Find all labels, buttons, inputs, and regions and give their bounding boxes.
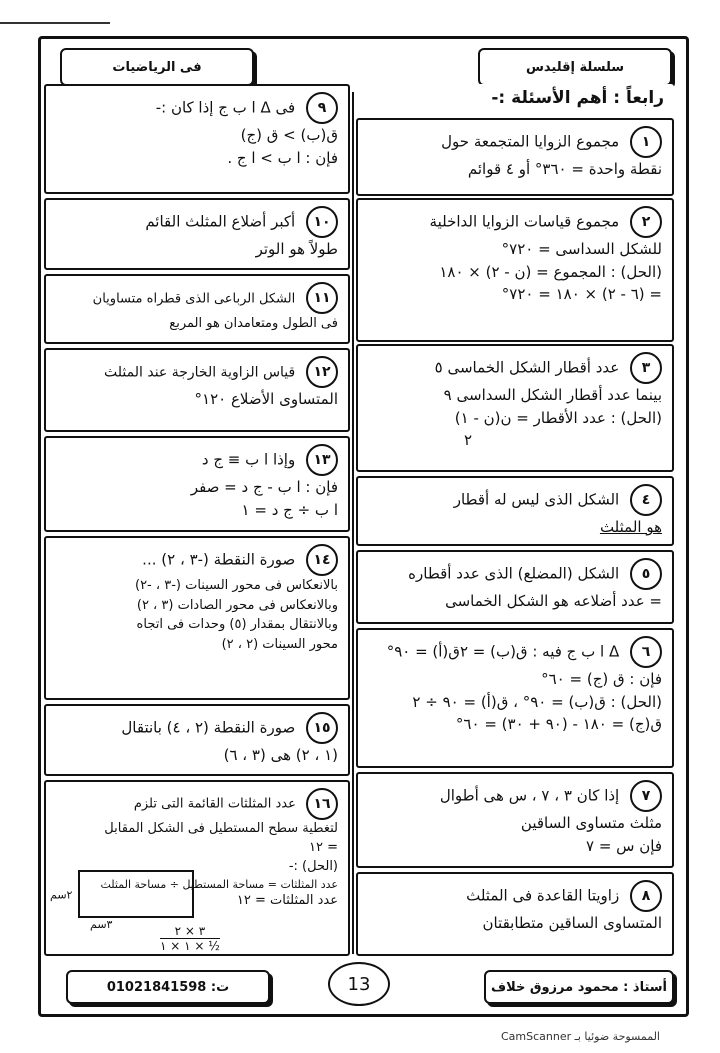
question-text: إذا كان ٣ ، ٧ ، س هى أطوال bbox=[439, 786, 620, 805]
question-answer: فإن : ق (ج) = ٦٠° bbox=[541, 670, 662, 688]
solution-line: (الحل) : ق(ب) = ٩٠° ، ق(أ) = ٩٠ ÷ ٢ bbox=[412, 692, 662, 711]
series-title: سلسلة إقليدس bbox=[478, 48, 672, 86]
question-text: وبالانتقال بمقدار (٥) وحدات فى اتجاه bbox=[136, 617, 338, 632]
rectangle-figure bbox=[50, 870, 194, 931]
question-answer: محور السينات (٢ ، ٢) bbox=[221, 636, 338, 652]
question-answer: (١ ، ٢) هى (٣ ، ٦) bbox=[223, 746, 338, 764]
question-text: فى Δ ا ب ج إذا كان :- bbox=[155, 98, 296, 117]
question-text: وإذا ا ب ≡ ج د bbox=[201, 450, 296, 469]
question-answer: ا ب ÷ ج د = ١ bbox=[241, 500, 338, 519]
fraction-denominator: ١ × ١ × ½ bbox=[160, 939, 220, 953]
solution-line: عدد المثلثات = ١٢ bbox=[236, 893, 338, 909]
question-answer: فى الطول ومتعامدان هو المربع bbox=[169, 316, 338, 331]
question-number: ١٦ bbox=[306, 788, 338, 820]
question-number: ١١ bbox=[306, 282, 338, 314]
solution-heading: (الحل) :- bbox=[288, 858, 338, 874]
question-answer: بينما عدد أقطار الشكل السداسى ٩ bbox=[443, 386, 662, 404]
bottom-length-label: ٣سم bbox=[90, 918, 113, 931]
question-number: ٨ bbox=[630, 880, 662, 912]
question-answer: فإن : ا ب > ا ج . bbox=[227, 148, 338, 167]
question-10 bbox=[44, 198, 350, 270]
question-text: الشكل الذى ليس له أقطار bbox=[453, 490, 620, 509]
question-text: أكبر أضلاع المثلث القائم bbox=[145, 212, 296, 231]
rectangle-shape bbox=[78, 870, 194, 918]
question-13 bbox=[44, 436, 350, 532]
question-14 bbox=[44, 536, 350, 700]
question-3 bbox=[356, 344, 674, 472]
question-text: قياس الزاوية الخارجة عند المثلث bbox=[104, 364, 296, 381]
solution-line: (الحل) : المجموع = (ن - ٢) × ١٨٠ bbox=[439, 262, 662, 281]
question-text: صورة النقطة (-٣ ، ٢) ... bbox=[142, 550, 296, 569]
question-answer: فإن س = ٧ bbox=[585, 836, 662, 855]
question-5 bbox=[356, 550, 674, 624]
question-answer: المتساوى الأضلاع ١٢٠° bbox=[194, 390, 338, 408]
question-answer: = ١٢ bbox=[309, 839, 338, 855]
question-number: ١٤ bbox=[306, 544, 338, 576]
question-number: ٢ bbox=[630, 206, 662, 238]
question-2 bbox=[356, 198, 674, 342]
question-text: لتغطية سطح المستطيل فى الشكل المقابل bbox=[104, 821, 338, 836]
subject-title: فى الرياضيات bbox=[60, 48, 254, 86]
question-answer: هو المثلث bbox=[599, 518, 662, 536]
question-answer: نقطة واحدة = ٣٦٠° أو ٤ قوائم bbox=[467, 160, 662, 178]
question-text: عدد المثلثات القائمة التى تلزم bbox=[133, 796, 296, 812]
question-11 bbox=[44, 274, 350, 344]
question-9 bbox=[44, 84, 350, 194]
question-number: ١٥ bbox=[306, 712, 338, 744]
solution-line: عدد المثلثات = مساحة المستطيل ÷ مساحة المثلث bbox=[100, 877, 338, 891]
question-answer: وبالانعكاس فى محور الصادات (٣ ، ٢) bbox=[136, 597, 338, 613]
question-1 bbox=[356, 118, 674, 196]
question-number: ٣ bbox=[630, 352, 662, 384]
question-number: ٤ bbox=[630, 484, 662, 516]
question-15 bbox=[44, 704, 350, 776]
solution-line: = (٦ - ٢) × ١٨٠ = ٧٢٠° bbox=[501, 285, 662, 303]
area-fraction bbox=[160, 924, 220, 953]
question-text: عدد أقطار الشكل الخماسى ٥ bbox=[434, 358, 620, 377]
question-number: ٩ bbox=[306, 92, 338, 124]
question-number: ٥ bbox=[630, 558, 662, 590]
question-number: ١٢ bbox=[306, 356, 338, 388]
question-text: صورة النقطة (٢ ، ٤) بانتقال bbox=[121, 718, 296, 737]
question-answer: فإن : ا ب - ج د = صفر bbox=[190, 478, 338, 496]
question-12 bbox=[44, 348, 350, 432]
question-answer: بالانعكاس فى محور السينات (-٣ ، -٢) bbox=[134, 578, 338, 593]
page-number: 13 bbox=[328, 962, 390, 1006]
question-answer: المتساوى الساقين متطابقتان bbox=[482, 914, 662, 932]
side-length-label: ٢سم bbox=[50, 888, 73, 902]
question-number: ١٠ bbox=[306, 206, 338, 238]
question-answer: للشكل السداسى = ٧٢٠° bbox=[501, 240, 662, 258]
phone-number: ت: 01021841598 bbox=[66, 970, 270, 1004]
question-number: ١ bbox=[630, 126, 662, 158]
question-number: ٧ bbox=[630, 780, 662, 812]
question-text: زاويتا القاعدة فى المثلث bbox=[466, 886, 620, 905]
teacher-name: أستاذ : محمود مرزوق خلاف bbox=[484, 970, 674, 1004]
question-text: مجموع الزوايا المتجمعة حول bbox=[441, 132, 620, 151]
scanner-watermark: الممسوحة ضوئيا بـ CamScanner bbox=[500, 1030, 660, 1043]
question-7 bbox=[356, 772, 674, 868]
question-number: ٦ bbox=[630, 636, 662, 668]
question-8 bbox=[356, 872, 674, 956]
question-text: Δ ا ب ج فيه : ق(ب) = ٢ق(أ) = ٩٠° bbox=[386, 642, 620, 661]
question-text: مجموع قياسات الزوايا الداخلية bbox=[429, 212, 620, 231]
section-title: رابعاً : أهم الأسئلة :- bbox=[356, 84, 674, 114]
fraction-numerator: ٣ × ٢ bbox=[160, 924, 220, 939]
question-text: مثلث متساوى الساقين bbox=[520, 814, 662, 832]
question-4 bbox=[356, 476, 674, 546]
question-number: ١٣ bbox=[306, 444, 338, 476]
solution-line: ٢ bbox=[463, 431, 472, 449]
solution-line: (الحل) : عدد الأقطار = ن(ن - ١) bbox=[454, 408, 662, 427]
top-rule bbox=[0, 22, 110, 24]
solution-line: ق(ج) = ١٨٠ - (٩٠ + ٣٠) = ٦٠° bbox=[455, 715, 662, 733]
question-answer: = عدد أضلاعه هو الشكل الخماسى bbox=[445, 592, 662, 610]
question-text: ق(ب) > ق (ج) bbox=[240, 126, 338, 144]
question-6 bbox=[356, 628, 674, 768]
question-text: الشكل (المضلع) الذى عدد أقطاره bbox=[408, 564, 620, 583]
column-divider bbox=[352, 92, 354, 954]
question-answer: طولاً هو الوتر bbox=[255, 240, 338, 258]
question-text: الشكل الرباعى الذى قطراه متساويان bbox=[92, 291, 296, 307]
